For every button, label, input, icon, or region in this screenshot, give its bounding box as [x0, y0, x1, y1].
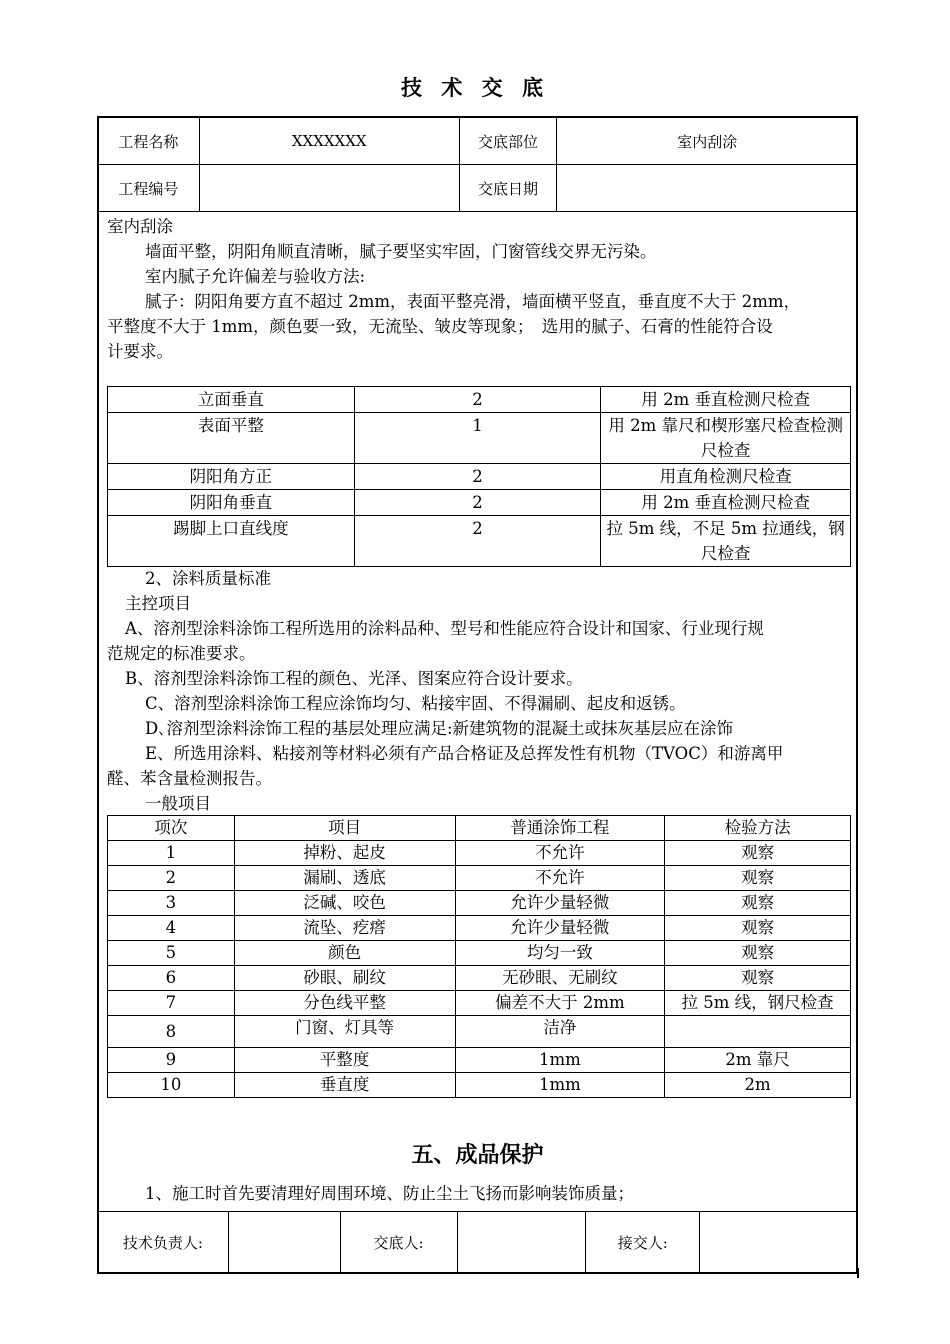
table-cell: 颜色 — [234, 941, 455, 966]
protection-item-1: 1、施工时首先要清理好周围环境、防止尘土飞扬而影响装饰质量； — [145, 1184, 634, 1203]
table-cell: 1mm — [455, 1048, 665, 1073]
tolerance-value: 2 — [354, 516, 601, 567]
table-row — [108, 916, 851, 941]
receiver-label: 接交人: — [586, 1212, 700, 1274]
quality-heading: 2、涂料质量标准 — [145, 569, 271, 588]
table-cell: 泛碱、咬色 — [234, 891, 455, 916]
table-row — [108, 841, 851, 866]
tolerance-value: 1 — [354, 413, 601, 464]
item-e-line-2: 醛、苯含量检测报告。 — [107, 769, 272, 788]
table-cell: 偏差不大于 2mm — [455, 991, 665, 1016]
header-table — [97, 116, 858, 212]
table-cell: 均匀一致 — [455, 941, 665, 966]
table-row — [108, 966, 851, 991]
table-cell: 1 — [108, 841, 235, 866]
table-row — [108, 516, 851, 567]
intro-paragraph-3-line-1: 腻子：阴阳角要方直不超过 2mm，表面平整亮滑，墙面横平竖直，垂直度不大于 2mm， — [145, 292, 801, 311]
intro-paragraph-3-line-3: 计要求。 — [107, 342, 173, 361]
project-no-value — [199, 165, 459, 212]
discloser-signature-field[interactable] — [457, 1212, 586, 1274]
table-header-row — [108, 816, 851, 841]
tolerance-value: 2 — [354, 387, 601, 413]
table-cell: 平整度 — [234, 1048, 455, 1073]
project-name-label: 工程名称 — [98, 117, 200, 165]
tolerance-method: 用直角检测尺检查 — [601, 464, 851, 490]
item-e-line-1: E、所选用涂料、粘接剂等材料必须有产品合格证及总挥发性有机物（TVOC）和游离甲 — [145, 744, 784, 763]
table-row — [108, 891, 851, 916]
table-cell: 观察 — [665, 866, 851, 891]
discloser-label: 交底人: — [340, 1212, 457, 1274]
table-cell: 掉粉、起皮 — [234, 841, 455, 866]
table-cell: 拉 5m 线，钢尺检查 — [665, 991, 851, 1016]
table-cell: 观察 — [665, 966, 851, 991]
table-cell: 观察 — [665, 941, 851, 966]
date-value — [557, 165, 858, 212]
tolerance-method: 拉 5m 线，不足 5m 拉通线，钢尺检查 — [601, 516, 851, 567]
table-cell: 观察 — [665, 891, 851, 916]
table-cell — [665, 1016, 851, 1048]
tolerance-table — [107, 386, 851, 567]
main-items-heading: 主控项目 — [125, 594, 191, 613]
table-row — [108, 490, 851, 516]
intro-paragraph-1: 墙面平整，阴阳角顺直清晰，腻子要坚实牢固，门窗管线交界无污染。 — [145, 242, 657, 261]
general-items-heading: 一般项目 — [145, 794, 211, 813]
intro-paragraph-3-line-2: 平整度不大于 1mm，颜色要一致，无流坠、皱皮等现象； 选用的腻子、石膏的性能符合设 — [107, 317, 773, 336]
item-c: C、溶剂型涂料涂饰工程应涂饰均匀、粘接牢固、不得漏刷、起皮和返锈。 — [145, 694, 686, 713]
table-cell: 洁净 — [455, 1016, 665, 1048]
tolerance-item: 阴阳角方正 — [108, 464, 355, 490]
date-label: 交底日期 — [459, 165, 557, 212]
tolerance-item: 表面平整 — [108, 413, 355, 464]
item-b: B、溶剂型涂料涂饰工程的颜色、光泽、图案应符合设计要求。 — [125, 669, 583, 688]
item-d: D､溶剂型涂料涂饰工程的基层处理应满足:新建筑物的混凝土或抹灰基层应在涂饰 — [145, 719, 734, 738]
table-cell: 1mm — [455, 1073, 665, 1098]
project-name-value: XXXXXXX — [199, 117, 459, 165]
tolerance-item: 立面垂直 — [108, 387, 355, 413]
table-row — [108, 941, 851, 966]
document-title: 技 术 交 底 — [401, 75, 549, 100]
table-cell: 8 — [108, 1016, 235, 1048]
tolerance-method: 用 2m 垂直检测尺检查 — [601, 490, 851, 516]
tolerance-item: 阴阳角垂直 — [108, 490, 355, 516]
table-row — [108, 991, 851, 1016]
table-cell: 4 — [108, 916, 235, 941]
intro-paragraph-2: 室内腻子允许偏差与验收方法: — [145, 267, 366, 286]
table-cell: 5 — [108, 941, 235, 966]
tolerance-value: 2 — [354, 490, 601, 516]
tolerance-value: 2 — [354, 464, 601, 490]
table-row — [108, 413, 851, 464]
table-cell: 无砂眼、无刷纹 — [455, 966, 665, 991]
column-header: 检验方法 — [665, 816, 851, 841]
table-cell: 允许少量轻微 — [455, 916, 665, 941]
location-label: 交底部位 — [459, 117, 557, 165]
project-no-label: 工程编号 — [98, 165, 200, 212]
table-cell: 观察 — [665, 916, 851, 941]
table-cell: 10 — [108, 1073, 235, 1098]
table-cell: 不允许 — [455, 866, 665, 891]
table-cell: 不允许 — [455, 841, 665, 866]
column-header: 项目 — [234, 816, 455, 841]
table-cell: 7 — [108, 991, 235, 1016]
signature-table — [97, 1211, 858, 1274]
intro-heading: 室内刮涂 — [107, 217, 173, 236]
table-cell: 9 — [108, 1048, 235, 1073]
table-cell: 6 — [108, 966, 235, 991]
table-row — [108, 1073, 851, 1098]
table-cell: 观察 — [665, 841, 851, 866]
location-value: 室内刮涂 — [557, 117, 858, 165]
table-cell: 2m 靠尺 — [665, 1048, 851, 1073]
column-header: 普通涂饰工程 — [455, 816, 665, 841]
table-cell: 垂直度 — [234, 1073, 455, 1098]
receiver-signature-field[interactable] — [700, 1212, 858, 1274]
column-header: 项次 — [108, 816, 235, 841]
table-row — [108, 1048, 851, 1073]
tech-lead-signature-field[interactable] — [228, 1212, 340, 1274]
table-cell: 漏刷、透底 — [234, 866, 455, 891]
table-cell: 允许少量轻微 — [455, 891, 665, 916]
table-cell: 2 — [108, 866, 235, 891]
table-cell: 分色线平整 — [234, 991, 455, 1016]
tolerance-method: 用 2m 靠尺和楔形塞尺检查检测尺检查 — [601, 413, 851, 464]
table-cell: 流坠、疙瘩 — [234, 916, 455, 941]
table-cell: 3 — [108, 891, 235, 916]
general-items-table — [107, 815, 851, 1098]
quality-section — [107, 566, 851, 816]
table-row — [108, 464, 851, 490]
table-row — [108, 387, 851, 413]
table-cell: 2m — [665, 1073, 851, 1098]
intro-section — [107, 214, 851, 364]
table-cell: 砂眼、刷纹 — [234, 966, 455, 991]
table-row — [108, 1016, 851, 1048]
tech-lead-label: 技术负责人: — [98, 1212, 229, 1274]
item-a-line-2: 范规定的标准要求。 — [107, 644, 256, 663]
protection-heading: 五、成品保护 — [411, 1142, 544, 1168]
table-cell: 门窗、灯具等 — [234, 1016, 455, 1048]
tolerance-item: 踢脚上口直线度 — [108, 516, 355, 567]
item-a-line-1: A、溶剂型涂料涂饰工程所选用的涂料品种、型号和性能应符合设计和国家、行业现行规 — [125, 619, 764, 638]
table-row — [108, 866, 851, 891]
tolerance-method: 用 2m 垂直检测尺检查 — [601, 387, 851, 413]
